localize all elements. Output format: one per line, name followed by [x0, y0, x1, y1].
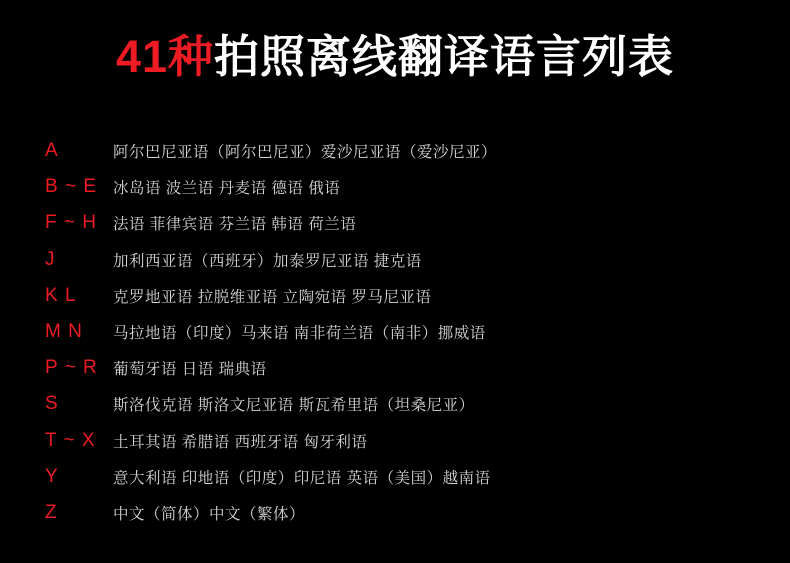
letter-group-label: Z	[45, 501, 58, 523]
letter-group-label: M N	[45, 321, 83, 343]
languages-text: 加利西亚语（西班牙）加泰罗尼亚语 捷克语	[113, 252, 422, 270]
letter-group-label: F ~ H	[45, 212, 97, 234]
languages-text: 意大利语 印地语（印度）印尼语 英语（美国）越南语	[113, 469, 491, 487]
languages-text: 冰岛语 波兰语 丹麦语 德语 俄语	[113, 180, 341, 198]
letter-group-label: S	[45, 393, 59, 415]
languages-text: 法语 菲律宾语 芬兰语 韩语 荷兰语	[113, 216, 357, 234]
language-row	[45, 278, 790, 314]
letter-group-label: T ~ X	[45, 429, 96, 451]
language-row	[45, 386, 790, 422]
languages-text: 葡萄牙语 日语 瑞典语	[113, 361, 267, 379]
languages-text: 中文（简体）中文（繁体）	[113, 505, 306, 523]
language-row	[45, 350, 790, 386]
language-row	[45, 133, 790, 169]
page-title	[0, 0, 790, 82]
letter-group-label: J	[45, 248, 56, 270]
title-count: 41种	[115, 31, 215, 82]
letter-group-label: B ~ E	[45, 176, 97, 198]
languages-text: 土耳其语 希腊语 西班牙语 匈牙利语	[113, 433, 368, 451]
letter-group-label: P ~ R	[45, 357, 98, 379]
languages-text: 阿尔巴尼亚语（阿尔巴尼亚）爱沙尼亚语（爱沙尼亚）	[113, 144, 498, 162]
languages-text: 马拉地语（印度）马来语 南非荷兰语（南非）挪威语	[113, 325, 486, 343]
letter-group-label: A	[45, 140, 59, 162]
language-row	[45, 242, 790, 278]
language-row	[45, 205, 790, 241]
language-row	[45, 169, 790, 205]
title-text: 拍照离线翻译语言列表	[214, 31, 675, 82]
languages-text: 斯洛伐克语 斯洛文尼亚语 斯瓦希里语（坦桑尼亚）	[113, 397, 475, 415]
language-row	[45, 495, 790, 531]
language-list	[0, 133, 790, 531]
language-row	[45, 459, 790, 495]
language-row	[45, 314, 790, 350]
language-row	[45, 423, 790, 459]
languages-text: 克罗地亚语 拉脱维亚语 立陶宛语 罗马尼亚语	[113, 288, 432, 306]
letter-group-label: K L	[45, 284, 77, 306]
letter-group-label: Y	[45, 465, 59, 487]
